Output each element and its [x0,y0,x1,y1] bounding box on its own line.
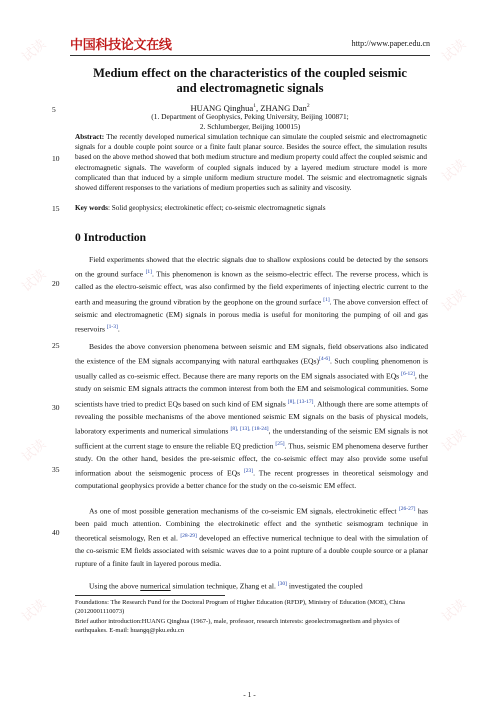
keywords-label: Key words [75,204,108,212]
page-number: - 1 - [243,690,256,699]
title-line: Medium effect on the characteristics of the coupled seismic [93,66,407,80]
author-name: ZHANG Dan [260,102,307,113]
paragraph-text: . [117,324,120,334]
citation-link[interactable]: [26-27] [398,506,416,512]
keywords-text: : Solid geophysics; electrokinetic effect; co-seismic electromagnetic signals [107,204,326,212]
abstract-label: Abstract: [75,133,105,141]
citation-link[interactable]: [28-29] [180,533,197,540]
affiliation: (1. Department of Geophysics, Peking University, Beijing 100871; [151,112,349,121]
paragraph-text: numerical [140,581,171,591]
site-url[interactable]: http://www.paper.edu.cn [351,39,430,48]
header-divider [70,55,430,56]
citation-link[interactable]: [25] [275,440,285,447]
page-header [70,34,430,54]
abstract-text: The recently developed numerical simulation technique can simulate the coupled seismic and electromagnetic signals for a double couple point source or a finite fault planar source. Besides the source effect, the simulation results based on the above method showed that both medium structure and medium property could affect the coupled seismic and electromagnetic signals. The waveform of coupled signals induced by a layered medium structure model is more complicated than that induced by a simple uniform medium structure model. The seismic and electromagnetic signals showed different responses to the variations of medium properties such as salinity and viscosity. [75,133,427,193]
paragraph-text: , the study on seismic EM signals attracts the common interest from both the EM and seismological communities. Some scientists have tried to predict EQs based on such kind of EM signals [75,371,428,409]
citation-link[interactable]: [1] [323,296,330,303]
line-number: 35 [52,465,60,474]
footnote-divider [75,595,225,596]
line-number: 30 [52,403,60,412]
citation-link[interactable]: [4-6] [319,356,330,363]
author-name: HUANG Qinghua [190,102,254,113]
watermark: 试读 [19,266,50,296]
citation-link[interactable]: [30] [277,581,287,587]
author-separator: , [255,102,261,113]
citation-link[interactable]: [8], [13-17] [287,398,314,405]
title-line: and electromagnetic signals [176,81,324,95]
abstract [75,132,427,193]
citation-link[interactable]: [6-12] [401,371,415,378]
paragraph-text: has been paid much attention. Combining the electrokinetic effect and the synthetic seismogram technique in theoretical seismology, Ren et al. [75,506,428,543]
watermark: 试读 [439,596,470,626]
paragraph-text: Using the above [89,581,141,591]
paragraph-text: simulation technique, Zhang et al. [170,581,278,591]
paragraph-text: . The above conversion effect of seismic and electromagnetic (EM) signals in porous media is useful for monitoring the pumping of oil and gas reservoirs [75,297,428,334]
citation-link[interactable]: [1-3] [106,324,118,331]
author-affiliation-mark: 2 [306,103,310,109]
watermark: 试读 [19,36,50,66]
body-paragraph [75,503,428,570]
line-number: 15 [52,204,60,213]
paragraph-text: , the understanding of the seismic EM signals is not sufficient at the current stage to ensure the reliable EQ prediction [75,426,429,451]
watermark: 试读 [19,596,50,626]
citation-link[interactable]: [23] [243,468,254,475]
paragraph-text: investigated the coupled [286,581,363,591]
paragraph-text: As one of most possible generation mechanisms of the co-seismic EM signals, electrokinetic effect [89,506,399,516]
keywords [75,203,427,213]
citation-link[interactable]: [8], [13], [18-24] [230,426,269,433]
line-number: 20 [52,279,60,288]
citation-link[interactable]: [1] [145,269,152,276]
watermark: 试读 [439,286,470,316]
author-affiliation-mark: 1 [253,103,256,109]
paragraph-text: . This phenomenon is known as the seismo-electric effect. The reverse process, which is called as the electro-seismic effect, was also confirmed by the field experiments of injecting electric current to the earth and measuring the ground vibration by the geophone on the ground surface [75,269,428,307]
watermark: 试读 [19,436,50,466]
paragraph-text: . Although there are some attempts of revealing the possible mechanisms of the above mentioned seismic EM signals on the basis of physical models, laboratory experiments and numerical simulations [75,399,428,436]
paragraph-text: developed an effective numerical technique to deal with the simulation of the co-seismic EM fields associated with seismic waves due to a point rupture of a double couple source or a planar rupture of a finite fault in layered porous media. [75,533,428,568]
paragraph-text: . Thus, seismic EM phenomena deserve further study. On the other hand, besides the pre-seismic effect, the co-seismic effect may also provide some useful information about the seismogenic process of EQs [75,441,428,478]
line-number: 5 [52,105,56,114]
body-paragraph [75,254,428,336]
paper-title [72,66,428,96]
line-number: 25 [52,341,60,350]
watermark: 试读 [439,156,470,186]
watermark: 试读 [439,426,470,456]
watermark: 试读 [439,36,470,66]
line-number: 40 [52,528,60,537]
line-number: 10 [52,154,60,163]
paragraph-text: . The recent progresses in theoretical seismology and computational geophysics provide a better chance for the study on the co-seismic EM effect. [75,468,428,491]
body-paragraph [75,578,428,593]
section-heading: 0 Introduction [75,232,147,244]
footnote-funding: Foundations: The Research Fund for the Doctoral Program of Higher Education (RFDP), Ministry of Education (MOE), China (20120001110073) [75,599,405,615]
paragraph-text: Besides the above conversion phenomena between seismic and EM signals, field observations also indicated the existence of the EM signals accompanying with natural earthquakes (EQs) [75,342,428,366]
paragraph-text: . Such coupling phenomenon is usually called as co-seismic effect. Because there are many reports on the EM signals associated with EQs [75,356,428,381]
body-paragraph [75,341,428,493]
footnote-author: Brief author introduction:HUANG Qinghua (1967-), male, professor, research interests: geoelectromagnetism and physics of earthquakes. E-mail: huangq@pku.edu.cn [75,618,400,634]
site-logo: 中国科技论文在线 [70,38,172,53]
paragraph-text: Field experiments showed that the electric signals due to shallow explosions could be detected by the sensors on the ground surface [75,255,428,279]
affiliation: 2. Schlumberger, Beijing 100015) [199,122,301,131]
